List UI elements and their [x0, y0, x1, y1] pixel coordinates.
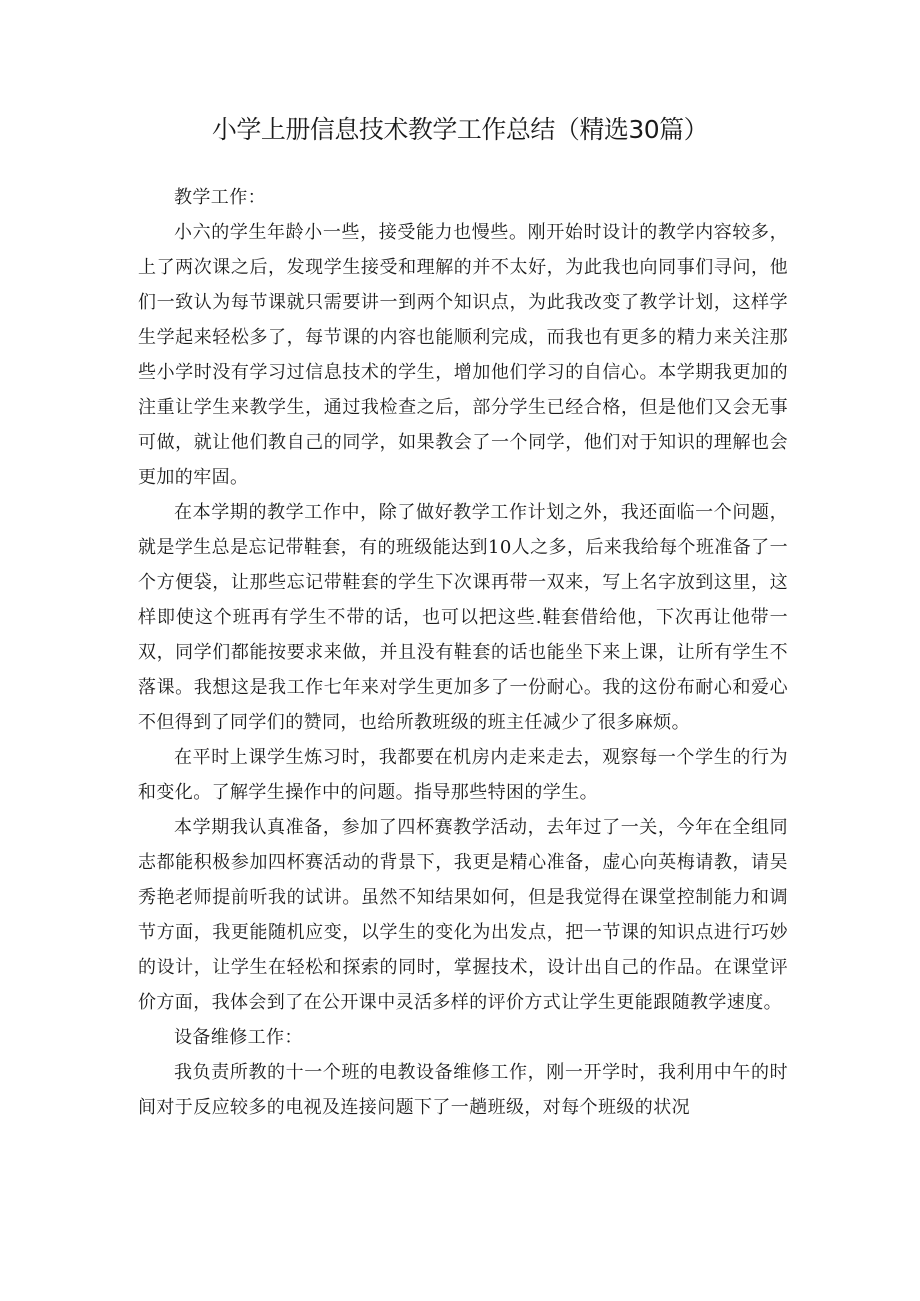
- paragraph: 在本学期的教学工作中，除了做好教学工作计划之外，我还面临一个问题，就是学生总是忘记带鞋套，有的班级能达到10人之多，后来我给每个班准备了一个方便袋，让那些忘记带鞋套的学生下次课再带一双来，写上名字放到这里，这样即使这个班再有学生不带的话，也可以把这些.鞋套借给他，下次再让他带一双，同学们都能按要求来做，并且没有鞋套的话也能坐下来上课，让所有学生不落课。我想这是我工作七年来对学生更加多了一份耐心。我的这份布耐心和爱心不但得到了同学们的赞同，也给所教班级的班主任减少了很多麻烦。: [138, 502, 788, 733]
- document-title: 小学上册信息技术教学工作总结（精选30篇）: [211, 115, 709, 144]
- section-heading-maintenance: 设备维修工作：: [174, 1027, 303, 1048]
- paragraph: 我负责所教的十一个班的电教设备维修工作，刚一开学时，我利用中午的时间对于反应较多的电视及连接问题下了一趟班级，对每个班级的状况: [138, 1062, 788, 1118]
- paragraph: 本学期我认真准备，参加了四杯赛教学活动，去年过了一关，今年在全组同志都能积极参加四杯赛活动的背景下，我更是精心准备，虚心向英梅请教，请吴秀艳老师提前听我的试讲。虽然不知结果如何，但是我觉得在课堂控制能力和调节方面，我更能随机应变，以学生的变化为出发点，把一节课的知识点进行巧妙的设计，让学生在轻松和探索的同时，掌握技术，设计出自己的作品。在课堂评价方面，我体会到了在公开课中灵活多样的评价方式让学生更能跟随教学速度。: [138, 817, 788, 1013]
- document-body: [138, 180, 788, 1125]
- section-heading-teaching: 教学工作：: [174, 187, 266, 208]
- paragraph: 小六的学生年龄小一些，接受能力也慢些。刚开始时设计的教学内容较多，上了两次课之后，发现学生接受和理解的并不太好，为此我也向同事们寻问，他们一致认为每节课就只需要讲一到两个知识点，为此我改变了教学计划，这样学生学起来轻松多了，每节课的内容也能顺利完成，而我也有更多的精力来关注那些小学时没有学习过信息技术的学生，增加他们学习的自信心。本学期我更加的注重让学生来教学生，通过我检查之后，部分学生已经合格，但是他们又会无事可做，就让他们教自己的同学，如果教会了一个同学，他们对于知识的理解也会更加的牢固。: [138, 222, 788, 488]
- paragraph: 在平时上课学生炼习时，我都要在机房内走来走去，观察每一个学生的行为和变化。了解学生操作中的问题。指导那些特困的学生。: [138, 747, 788, 803]
